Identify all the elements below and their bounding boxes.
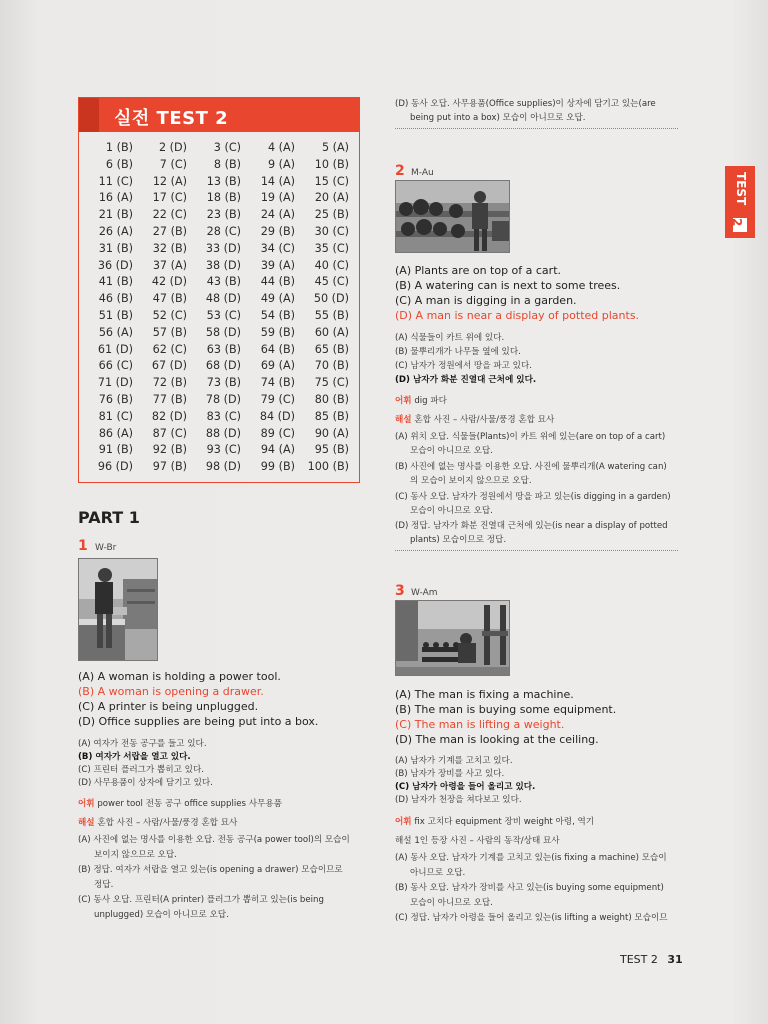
q3-expl-line-3: (B) 동사 오답. 남자가 장비를 사고 있는(is buying some equipment) (395, 883, 664, 893)
q2-expl-line-4: 의 모습이 보이지 않으므로 오답. (410, 476, 532, 486)
question-2-photo (395, 180, 510, 253)
answer-key-row (85, 325, 355, 342)
answer-key-row (85, 375, 355, 392)
answer-key-cell: 75 (C) (314, 376, 349, 390)
answer-key-cell: 39 (A) (260, 258, 295, 272)
q2-korean-a: (A) 식물들이 카트 위에 있다. (395, 333, 505, 343)
q3-option-b: (B) The man is buying some equipment. (395, 703, 617, 716)
q3-korean-a: (A) 남자가 기계를 고치고 있다. (395, 756, 513, 766)
q1-expl-line-2: 보이지 않으므로 오답. (94, 850, 177, 860)
answer-key-cell: 27 (B) (152, 224, 187, 238)
question-1-speaker: W-Br (95, 543, 117, 553)
q1-expl-line-6: unplugged) 모습이 아니므로 오답. (94, 910, 229, 920)
q3-expl-line-5: (C) 정답. 남자가 아령을 들어 올리고 있는(is lifting a weight) 모습이므 (395, 913, 668, 923)
answer-key-row (85, 241, 355, 258)
side-tab-number: 2 (730, 218, 744, 227)
answer-key-cell: 56 (A) (98, 325, 133, 339)
answer-key-cell: 23 (B) (206, 208, 241, 222)
answer-key-cell: 40 (C) (314, 258, 349, 272)
answer-key-cell: 30 (C) (314, 224, 349, 238)
answer-key-row (85, 358, 355, 375)
answer-key-cell: 59 (B) (260, 325, 295, 339)
side-tab-number-box (730, 218, 747, 232)
q1-expl-line-4: 정답. (94, 880, 114, 890)
q3-option-c: (C) The man is lifting a weight. (395, 718, 565, 731)
answer-key-cell: 42 (D) (151, 275, 187, 289)
answer-key-cell: 9 (A) (267, 157, 295, 171)
answer-key-row (85, 409, 355, 426)
answer-key-cell: 1 (B) (105, 141, 133, 154)
q2-korean-c: (C) 남자가 정원에서 땅을 파고 있다. (395, 361, 533, 371)
answer-key-row (85, 426, 355, 443)
answer-key-cell: 13 (B) (206, 174, 241, 188)
q1-expl-line-5: (C) 동사 오답. 프린터(A printer) 플러그가 뽑히고 있는(is being (78, 895, 324, 905)
answer-key-cell: 15 (C) (314, 174, 349, 188)
answer-key-cell: 17 (C) (152, 191, 187, 205)
q1-korean-b: (B) 여자가 서랍을 열고 있다. (78, 752, 191, 762)
answer-key-cell: 94 (A) (260, 443, 295, 457)
q3-expl-line-2: 아니므로 오답. (410, 868, 466, 878)
answer-key-cell: 85 (B) (314, 409, 349, 423)
q1-korean-d: (D) 사무용품이 상자에 담기고 있다. (78, 778, 213, 788)
answer-key-cell: 28 (C) (206, 224, 241, 238)
q3-expl-title: 해설 1인 등장 사진 – 사람의 동작/상태 묘사 (395, 836, 560, 846)
answer-key-cell: 22 (C) (152, 208, 187, 222)
answer-key-row (85, 459, 355, 476)
question-2-speaker: M-Au (411, 168, 434, 178)
answer-key-cell: 34 (C) (260, 241, 295, 255)
answer-key-cell: 53 (C) (206, 308, 241, 322)
answer-key-cell: 32 (B) (152, 241, 187, 255)
answer-key-cell: 50 (D) (313, 292, 349, 306)
answer-key-cell: 65 (B) (314, 342, 349, 356)
answer-key-row (85, 157, 355, 174)
answer-key-cell: 49 (A) (260, 292, 295, 306)
q1-vocab-label: 어휘 (78, 799, 95, 809)
answer-key-cell: 8 (B) (213, 157, 241, 171)
answer-key-cell: 74 (B) (260, 376, 295, 390)
q1-vocab: power tool 전동 공구 office supplies 사무용품 (97, 799, 282, 809)
q1-vocab-line (78, 797, 282, 809)
q2-vocab-label: 어휘 (395, 396, 412, 406)
answer-key-cell: 57 (B) (152, 325, 187, 339)
answer-key-cell: 47 (B) (152, 292, 187, 306)
q1-korean-a: (A) 여자가 전동 공구를 들고 있다. (78, 739, 207, 749)
answer-key-cell: 35 (C) (314, 241, 349, 255)
q1-option-b: (B) A woman is opening a drawer. (78, 685, 264, 698)
answer-key-row (85, 190, 355, 207)
divider-1 (395, 128, 678, 129)
q3-expl-line-1: (A) 동사 오답. 남자가 기계를 고치고 있는(is fixing a machine) 모습이 (395, 853, 667, 863)
q3-option-d: (D) The man is looking at the ceiling. (395, 733, 599, 746)
q2-korean-d: (D) 남자가 화분 진열대 근처에 있다. (395, 375, 537, 385)
answer-key-cell: 66 (C) (98, 359, 133, 373)
answer-key-cell: 76 (B) (98, 392, 133, 406)
answer-key-cell: 100 (B) (307, 460, 349, 474)
answer-key-cell: 73 (B) (206, 376, 241, 390)
q1-expl-title: 혼합 사진 – 사람/사물/풍경 혼합 묘사 (97, 818, 238, 828)
q1-expl-line-7: (D) 동사 오답. 사무용품(Office supplies)이 상자에 담기고 있는(are (395, 99, 656, 109)
answer-key-cell: 44 (B) (260, 275, 295, 289)
q2-expl-line-5: (C) 동사 오답. 남자가 정원에서 땅을 파고 있는(is digging in a garden) (395, 492, 671, 502)
answer-key-cell: 98 (D) (205, 460, 241, 474)
q1-option-a: (A) A woman is holding a power tool. (78, 670, 281, 683)
q1-expl-line-3: (B) 정답. 여자가 서랍을 열고 있는(is opening a drawer) 모습이므로 (78, 865, 343, 875)
answer-key-box (78, 97, 360, 483)
answer-key-cell: 11 (C) (98, 174, 133, 188)
answer-key-cell: 45 (C) (314, 275, 349, 289)
side-tab-label: TEST (734, 172, 748, 206)
part-heading: PART 1 (78, 508, 140, 527)
answer-key-row (85, 274, 355, 291)
answer-key-cell: 83 (C) (206, 409, 241, 423)
answer-key-cell: 82 (D) (151, 409, 187, 423)
answer-key-cell: 51 (B) (98, 308, 133, 322)
page-number: 31 (667, 953, 683, 966)
answer-key-cell: 5 (A) (321, 141, 349, 154)
answer-key-cell: 16 (A) (98, 191, 133, 205)
q1-korean-c: (C) 프린터 플러그가 뽑히고 있다. (78, 765, 204, 775)
answer-key-cell: 99 (B) (260, 460, 295, 474)
answer-key-cell: 63 (B) (206, 342, 241, 356)
answer-key-cell: 12 (A) (152, 174, 187, 188)
answer-key-row (85, 140, 355, 157)
q1-option-d: (D) Office supplies are being put into a box. (78, 715, 319, 728)
answer-key-cell: 26 (A) (98, 224, 133, 238)
q2-expl-line-2: 모습이 아니므로 오답. (410, 446, 493, 456)
answer-key-cell: 41 (B) (98, 275, 133, 289)
answer-key-cell: 86 (A) (98, 426, 133, 440)
answer-key-cell: 97 (B) (152, 460, 187, 474)
question-3-number: 3 (395, 583, 405, 599)
page-footer (620, 953, 683, 966)
q1-expl-title-line (78, 816, 237, 828)
question-3-speaker: W-Am (411, 588, 438, 598)
q3-korean-c: (C) 남자가 아령을 들어 올리고 있다. (395, 782, 536, 792)
q3-vocab-line (395, 815, 594, 827)
question-1-photo (78, 558, 158, 661)
q2-korean-b: (B) 물뿌리개가 나무들 옆에 있다. (395, 347, 521, 357)
answer-key-row (85, 392, 355, 409)
q3-korean-b: (B) 남자가 장비를 사고 있다. (395, 769, 505, 779)
answer-key-cell: 79 (C) (260, 392, 295, 406)
answer-key-cell: 88 (D) (205, 426, 241, 440)
answer-key-cell: 84 (D) (259, 409, 295, 423)
answer-key-cell: 48 (D) (205, 292, 241, 306)
answer-key-cell: 77 (B) (152, 392, 187, 406)
answer-key-cell: 14 (A) (260, 174, 295, 188)
answer-key-cell: 38 (D) (205, 258, 241, 272)
q3-vocab: fix 고치다 equipment 장비 weight 아령, 역기 (414, 817, 595, 827)
title-corner-accent (79, 98, 99, 132)
answer-key-cell: 10 (B) (314, 157, 349, 171)
answer-key-cell: 29 (B) (260, 224, 295, 238)
q1-expl-line-8: being put into a box) 모습이 아니므로 오답. (410, 113, 586, 123)
answer-key-cell: 93 (C) (206, 443, 241, 457)
answer-key-cell: 90 (A) (314, 426, 349, 440)
answer-key-grid (85, 140, 355, 476)
q2-expl-line-6: 모습이 아니므로 오답. (410, 506, 493, 516)
question-2-number: 2 (395, 163, 405, 179)
answer-key-row (85, 258, 355, 275)
q2-option-c: (C) A man is digging in a garden. (395, 294, 577, 307)
answer-key-cell: 46 (B) (98, 292, 133, 306)
q1-option-c: (C) A printer is being unplugged. (78, 700, 259, 713)
side-tab (725, 166, 755, 238)
answer-key-cell: 21 (B) (98, 208, 133, 222)
q3-expl-line-4: 모습이 아니므로 오답. (410, 898, 493, 908)
answer-key-row (85, 224, 355, 241)
answer-key-title-bar (79, 98, 359, 132)
answer-key-cell: 89 (C) (260, 426, 295, 440)
answer-key-row (85, 207, 355, 224)
answer-key-cell: 95 (B) (314, 443, 349, 457)
q2-expl-line-8: plants) 모습이므로 정답. (410, 535, 507, 545)
answer-key-cell: 43 (B) (206, 275, 241, 289)
answer-key-cell: 18 (B) (206, 191, 241, 205)
answer-key-cell: 20 (A) (314, 191, 349, 205)
answer-key-cell: 69 (A) (260, 359, 295, 373)
q2-expl-title-line (395, 413, 554, 425)
q2-expl-title: 혼합 사진 – 사람/사물/풍경 혼합 묘사 (414, 415, 555, 425)
answer-key-cell: 72 (B) (152, 376, 187, 390)
answer-key-cell: 52 (C) (152, 308, 187, 322)
q3-vocab-label: 어휘 (395, 817, 412, 827)
answer-key-cell: 3 (C) (213, 141, 241, 154)
answer-key-cell: 19 (A) (260, 191, 295, 205)
q1-expl-line-1: (A) 사진에 없는 명사를 이용한 오답. 전동 공구(a power tool)의 모습이 (78, 835, 350, 845)
answer-key-cell: 25 (B) (314, 208, 349, 222)
q2-expl-label: 해설 (395, 415, 412, 425)
answer-key-row (85, 291, 355, 308)
q2-vocab-line (395, 394, 447, 406)
answer-key-cell: 67 (D) (151, 359, 187, 373)
q3-korean-d: (D) 남자가 천장을 쳐다보고 있다. (395, 795, 522, 805)
q2-expl-line-1: (A) 위치 오답. 식물들(Plants)이 카트 위에 있는(are on top of a cart) (395, 432, 666, 442)
answer-key-row (85, 342, 355, 359)
answer-key-row (85, 308, 355, 325)
answer-key-cell: 58 (D) (205, 325, 241, 339)
answer-key-cell: 55 (B) (314, 308, 349, 322)
answer-key-row (85, 174, 355, 191)
answer-key-cell: 60 (A) (314, 325, 349, 339)
answer-key-cell: 78 (D) (205, 392, 241, 406)
q2-expl-line-3: (B) 사진에 없는 명사를 이용한 오답. 사진에 물뿌리개(A watering can) (395, 462, 667, 472)
answer-key-cell: 33 (D) (205, 241, 241, 255)
answer-key-cell: 68 (D) (205, 359, 241, 373)
answer-key-cell: 91 (B) (98, 443, 133, 457)
answer-key-cell: 54 (B) (260, 308, 295, 322)
q3-option-a: (A) The man is fixing a machine. (395, 688, 574, 701)
answer-key-cell: 80 (B) (314, 392, 349, 406)
footer-label: TEST 2 (620, 953, 658, 966)
answer-key-cell: 62 (C) (152, 342, 187, 356)
q2-option-b: (B) A watering can is next to some trees. (395, 279, 621, 292)
q2-option-d: (D) A man is near a display of potted plants. (395, 309, 640, 322)
answer-key-cell: 31 (B) (98, 241, 133, 255)
answer-key-cell: 36 (D) (97, 258, 133, 272)
question-3-photo (395, 600, 510, 676)
answer-key-cell: 71 (D) (97, 376, 133, 390)
divider-2 (395, 550, 678, 551)
answer-key-cell: 7 (C) (159, 157, 187, 171)
answer-key-cell: 92 (B) (152, 443, 187, 457)
answer-key-row (85, 442, 355, 459)
answer-key-cell: 61 (D) (97, 342, 133, 356)
answer-key-cell: 96 (D) (97, 460, 133, 474)
q2-vocab: dig 파다 (414, 396, 447, 406)
answer-key-title: 실전 TEST 2 (114, 108, 229, 129)
question-1-number: 1 (78, 538, 88, 554)
answer-key-cell: 70 (B) (314, 359, 349, 373)
q1-expl-label: 해설 (78, 818, 95, 828)
q2-expl-line-7: (D) 정답. 남자가 화분 진열대 근처에 있는(is near a display of potted (395, 521, 668, 531)
answer-key-cell: 4 (A) (267, 141, 295, 154)
answer-key-cell: 24 (A) (260, 208, 295, 222)
answer-key-cell: 81 (C) (98, 409, 133, 423)
answer-key-cell: 37 (A) (152, 258, 187, 272)
q2-option-a: (A) Plants are on top of a cart. (395, 264, 562, 277)
answer-key-cell: 6 (B) (105, 157, 133, 171)
answer-key-cell: 64 (B) (260, 342, 295, 356)
answer-key-cell: 2 (D) (158, 141, 187, 154)
answer-key-cell: 87 (C) (152, 426, 187, 440)
